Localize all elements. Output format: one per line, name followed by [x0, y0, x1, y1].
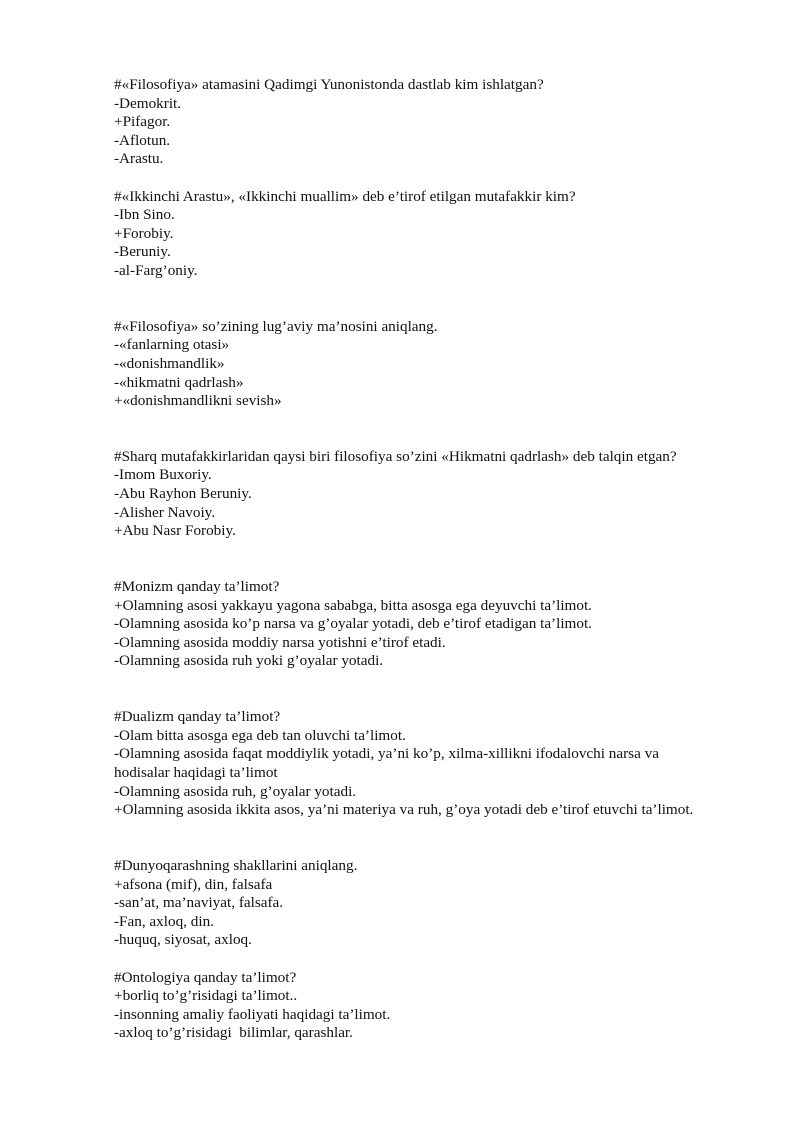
answer-option: -Olamning asosida ruh yoki g’oyalar yotadi. — [114, 652, 384, 670]
answer-option: -Abu Rayhon Beruniy. — [114, 485, 252, 503]
answer-option-continuation: hodisalar haqidagi ta’limot — [114, 763, 278, 781]
question-text: #«Ikkinchi Arastu», «Ikkinchi muallim» deb e’tirof etilgan mutafakkir kim? — [114, 187, 576, 205]
answer-option: +«donishmandlikni sevish» — [114, 392, 282, 410]
spacer — [114, 281, 744, 318]
answer-option: -Olamning asosida faqat moddiylik yotadi, ya’ni ko’p, xilma-xillikni ifodalovchi narsa va — [114, 745, 659, 763]
question-block-4 — [114, 448, 744, 541]
answer-option: -Aflotun. — [114, 131, 171, 149]
question-text: #Sharq mutafakkirlaridan qaysi biri filosofiya so’zini «Hikmatni qadrlash» deb talqin etgan? — [114, 447, 677, 465]
question-block-2 — [114, 188, 744, 281]
answer-option: +Olamning asosida ikkita asos, ya’ni materiya va ruh, g’oya yotadi deb e’tirof etuvchi ta’limot. — [114, 801, 694, 819]
answer-option: -Demokrit. — [114, 94, 182, 112]
answer-option: +Pifagor. — [114, 113, 171, 131]
answer-option: +Abu Nasr Forobiy. — [114, 522, 236, 540]
answer-option: -insonning amaliy faoliyati haqidagi ta’limot. — [114, 1005, 391, 1023]
answer-option: +Forobiy. — [114, 224, 174, 242]
answer-option: +Olamning asosi yakkayu yagona sababga, bitta asosga ega deyuvchi ta’limot. — [114, 596, 592, 614]
question-text: #Monizm qanday ta’limot? — [114, 578, 280, 596]
question-text: #Dualizm qanday ta’limot? — [114, 708, 281, 726]
answer-option: -Olamning asosida ko’p narsa va g’oyalar yotadi, deb e’tirof etadigan ta’limot. — [114, 615, 592, 633]
answer-option: -Fan, axloq, din. — [114, 912, 214, 930]
answer-option: -Ibn Sino. — [114, 206, 175, 224]
spacer — [114, 950, 744, 969]
answer-option: -Beruniy. — [114, 243, 171, 261]
answer-option: -Arastu. — [114, 150, 164, 168]
answer-option: -«hikmatni qadrlash» — [114, 373, 244, 391]
spacer — [114, 541, 744, 578]
answer-option: -Olamning asosida moddiy narsa yotishni e’tirof etadi. — [114, 633, 446, 651]
answer-option: -«fanlarning otasi» — [114, 336, 230, 354]
question-block-5 — [114, 578, 744, 671]
question-block-7 — [114, 857, 744, 950]
answer-option: +borliq to’g’risidagi ta’limot.. — [114, 987, 298, 1005]
test-questions — [114, 76, 744, 1043]
question-text: #«Filosofiya» atamasini Qadimgi Yunonistonda dastlab kim ishlatgan? — [114, 76, 544, 93]
question-text: #Dunyoqarashning shakllarini aniqlang. — [114, 856, 358, 874]
question-text: #Ontologiya qanday ta’limot? — [114, 968, 297, 986]
spacer — [114, 671, 744, 708]
answer-option: -Imom Buxoriy. — [114, 466, 212, 484]
question-block-1 — [114, 76, 744, 169]
spacer — [114, 169, 744, 188]
question-block-3 — [114, 318, 744, 411]
answer-option: +afsona (mif), din, falsafa — [114, 875, 273, 893]
spacer — [114, 820, 744, 857]
answer-option: -axloq to’g’risidagi bilimlar, qarashlar. — [114, 1024, 353, 1042]
answer-option: -Alisher Navoiy. — [114, 503, 216, 521]
spacer — [114, 411, 744, 448]
answer-option: -Olam bitta asosga ega deb tan oluvchi ta’limot. — [114, 726, 406, 744]
answer-option: -san’at, ma’naviyat, falsafa. — [114, 894, 284, 912]
answer-option: -al-Farg’oniy. — [114, 261, 198, 279]
answer-option: -«donishmandlik» — [114, 354, 225, 372]
question-block-6 — [114, 708, 744, 820]
question-block-8 — [114, 969, 744, 1043]
answer-option: -huquq, siyosat, axloq. — [114, 931, 252, 949]
answer-option: -Olamning asosida ruh, g’oyalar yotadi. — [114, 782, 357, 800]
question-text: #«Filosofiya» so’zining lug’aviy ma’nosini aniqlang. — [114, 317, 438, 335]
